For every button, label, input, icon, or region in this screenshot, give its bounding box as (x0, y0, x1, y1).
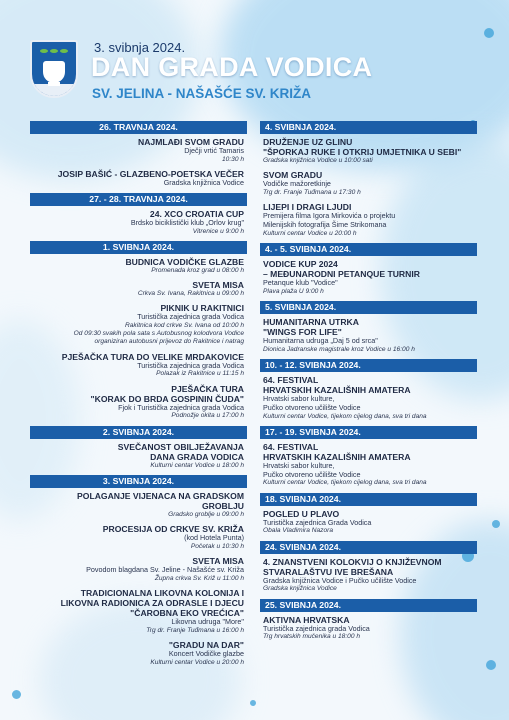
event-organizer: Hrvatski sabor kulture, (263, 394, 335, 403)
event-location-time: Vitrenice u 9:00 h (192, 227, 244, 235)
event-item (30, 166, 247, 190)
event-title: 64. FESTIVAL HRVATSKIH KAZALIŠNIH AMATERA (263, 441, 411, 462)
date-header-bar: 24. SVIBNJA 2024. (260, 541, 477, 554)
event-title: 64. FESTIVAL HRVATSKIH KAZALIŠNIH AMATERA (263, 375, 411, 395)
event-item (260, 314, 477, 356)
event-item (260, 554, 477, 596)
event-location-time: Trg dr. Franje Tuđmana u 17:30 h (263, 189, 361, 196)
event-location-time: Plava plaža U 9:00 h (263, 287, 324, 295)
event-location-time: Dionica Jadranske magistrale kroz Vodice u 16:00 h (263, 345, 415, 353)
event-title: AKTIVNA HRVATSKA (263, 614, 350, 625)
event-item (260, 439, 477, 490)
date-header-bar: 18. SVIBNJA 2024. (260, 493, 477, 506)
event-item (30, 521, 247, 553)
event-title: PIKNIK U RAKITNICI (160, 303, 244, 314)
event-organizer: Pučko otvoreno učilište Vodice (263, 402, 361, 412)
event-date: 3. svibnja 2024. (94, 40, 186, 55)
event-item (30, 553, 247, 585)
event-item (260, 256, 477, 298)
event-item (30, 277, 247, 300)
page-subtitle: SV. JELINA - NAŠAŠĆE SV. KRIŽA (92, 86, 312, 101)
date-header-bar: 10. - 12. SVIBNJA 2024. (260, 359, 477, 372)
page-header (0, 0, 509, 112)
event-location-time: Župna crkva Sv. Križ u 11:00 h (154, 574, 244, 582)
date-section (30, 121, 247, 190)
event-organizer: Gradska knjižnica Vodice (163, 178, 244, 187)
event-location-time: Početak u 10:30 h (190, 542, 244, 550)
event-location-time: Promenada kroz grad u 08:00 h (151, 266, 244, 274)
event-location-time: Trg hrvatskih mučenika u 18:00 h (263, 633, 360, 641)
event-location-time: Kulturni centar Vodice, tijekom cijelog dana, sva tri dana (263, 479, 427, 487)
event-location-time: Kulturni centar Vodice, tijekom cijelog dana, sva tri dana (263, 412, 427, 420)
event-organizer: Dječji vrtić Tamaris (184, 146, 244, 155)
event-location-time: Rakitnica kod crkve Sv. Ivana od 10:00 h (125, 322, 244, 329)
date-section (260, 359, 477, 423)
date-section (260, 301, 477, 356)
event-location-time: Gradska knjižnica Vodice (263, 585, 337, 593)
date-header-bar: 3. SVIBNJA 2024. (30, 475, 247, 488)
event-title: HUMANITARNA UTRKA "WINGS FOR LIFE" (263, 317, 359, 337)
event-item (30, 637, 247, 669)
event-title: VODICE KUP 2024 – MEĐUNARODNI PETANQUE TURNIR (263, 259, 420, 279)
event-title: PJEŠAČKA TURA DO VELIKE MRDAKOVICE (61, 351, 244, 362)
date-section (260, 426, 477, 490)
event-location-time: organiziran autobusni prijevoz do Rakitnice i natrag (94, 338, 244, 346)
date-section (260, 121, 477, 240)
left-schedule-column (30, 121, 247, 672)
event-organizer: Premijera filma Igora Mirkovića o projektu (263, 211, 396, 221)
event-item (30, 439, 247, 472)
date-section (30, 193, 247, 238)
event-location-time: Polazak iz Rakitnice u 11:15 h (156, 370, 244, 378)
event-location-time: Podnožje okita u 17:00 h (171, 412, 244, 420)
event-organizer: Turistička zajednica grada Vodica (137, 312, 244, 322)
date-header-bar: 4. SVIBNJA 2024. (260, 121, 477, 134)
event-title: TRADICIONALNA LIKOVNA KOLONIJA I LIKOVNA RADIONICA ZA ODRASLE I DJECU "ČAROBNA EKO VREĆICA" (60, 588, 244, 619)
event-item (260, 612, 477, 644)
date-section (260, 541, 477, 596)
event-item (260, 167, 477, 199)
event-organizer: Likovna udruga "More" (171, 617, 244, 627)
date-header-bar: 4. - 5. SVIBNJA 2024. (260, 243, 477, 256)
date-header-bar: 5. SVIBNJA 2024. (260, 301, 477, 314)
page-title: DAN GRADA VODICA (91, 52, 373, 82)
event-title: PROCESIJA OD CRKVE SV. KRIŽA (102, 524, 244, 535)
event-item (30, 254, 247, 277)
event-location-time: Kulturni centar Vodice u 18:00 h (150, 461, 244, 469)
event-location-time: Trg dr. Franje Tuđmana u 16:00 h (146, 626, 244, 634)
event-title: JOSIP BAŠIĆ - GLAZBENO-POETSKA VEČER (57, 169, 244, 179)
date-header-bar: 26. TRAVNJA 2024. (30, 121, 247, 134)
event-location-time: Gradska knjižnica Vodice u 10:00 sati (263, 157, 373, 164)
event-title: POGLED U PLAVO (263, 508, 340, 519)
date-header-bar: 27. - 28. TRAVNJA 2024. (30, 193, 247, 206)
event-title: BUDNICA VODIČKE GLAZBE (125, 256, 244, 267)
date-section (30, 426, 247, 472)
event-item (30, 585, 247, 637)
event-item (260, 506, 477, 538)
event-organizer: Petanque klub "Vodice" (263, 278, 338, 287)
event-location-time: 10:30 h (222, 155, 244, 163)
event-organizer: Turistička zajednica grada Vodica (137, 360, 244, 370)
event-organizer: Pučko otvoreno učilište Vodice (263, 469, 361, 479)
event-organizer: Povodom blagdana Sv. Jeline - Našašće sv. Križa (86, 565, 244, 575)
date-section (260, 493, 477, 538)
event-organizer: Vodičke mažoretkinje (263, 179, 331, 189)
event-item (30, 300, 247, 348)
event-title: "GRADU NA DAR" (168, 640, 244, 651)
date-header-bar: 2. SVIBNJA 2024. (30, 426, 247, 439)
event-item (260, 199, 477, 240)
event-item (30, 134, 247, 166)
event-title: POLAGANJE VIJENACA NA GRADSKOM GROBLJU (77, 490, 244, 511)
event-title: PJEŠAČKA TURA "KORAK DO BRDA GOSPININ ČUDA" (90, 383, 244, 404)
event-location-time: Crkva Sv. Ivana, Rakitnica u 09:00 h (137, 290, 244, 297)
event-item (30, 488, 247, 521)
event-item (260, 134, 477, 167)
date-header-bar: 25. SVIBNJA 2024. (260, 599, 477, 612)
event-item (30, 349, 247, 381)
event-organizer: Fjok i Turistička zajednica grada Vodica (118, 402, 244, 412)
event-organizer: Turistička zajednica Grada Vodica (263, 517, 372, 527)
event-location-time: Gradsko groblje u 09:00 h (168, 510, 244, 518)
date-section (30, 475, 247, 669)
event-organizer: Turistička zajednica grada Vodica (263, 623, 370, 633)
date-header-bar: 1. SVIBNJA 2024. (30, 241, 247, 254)
event-organizer: Milenijskih fotografija Šime Strikomana (263, 220, 387, 229)
date-section (30, 241, 247, 423)
event-organizer: Gradska knjižnica Vodice i Pučko učilište Vodice (263, 575, 417, 585)
event-item (30, 206, 247, 238)
date-section (260, 243, 477, 298)
vodice-coat-of-arms-icon (30, 40, 78, 98)
event-location-time: Kulturni centar Vodice u 20:00 h (263, 229, 357, 237)
event-title: NAJMLAĐI SVOM GRADU (138, 137, 244, 147)
event-location-time: Kulturni centar Vodice u 20:00 h (150, 658, 244, 666)
event-item (30, 381, 247, 423)
event-location-time: Od 09:30 svakih pola sata s Autobusnog kolodvora Vodice (73, 330, 244, 338)
event-organizer: (kod Hotela Punta) (184, 533, 244, 543)
event-title: SVEČANOST OBILJEŽAVANJA DANA GRADA VODICA (117, 441, 244, 462)
event-title: SVOM GRADU (263, 170, 323, 181)
event-organizer: Brdsko biciklistički klub „Orlov krug" (130, 217, 244, 227)
event-title: SVETA MISA (192, 280, 244, 290)
right-schedule-column (260, 121, 477, 647)
event-title: 24. XCO CROATIA CUP (149, 208, 244, 219)
event-title: 4. ZNANSTVENI KOLOKVIJ O KNJIŽEVNOM STVARALAŠTVU IVE BREŠANA (263, 556, 442, 577)
event-item (260, 372, 477, 423)
event-organizer: Koncert Vodičke glazbe (168, 649, 244, 659)
event-organizer: Humanitarna udruga „Daj 5 od srca" (263, 336, 378, 345)
date-header-bar: 17. - 19. SVIBNJA 2024. (260, 426, 477, 439)
event-location-time: Obala Vladimira Nazora (263, 527, 333, 535)
event-title: LIJEPI I DRAGI LJUDI (263, 202, 352, 213)
event-organizer: Hrvatski sabor kulture, (263, 460, 335, 470)
date-section (260, 599, 477, 644)
event-title: SVETA MISA (192, 556, 244, 567)
event-title: DRUŽENJE UZ GLINU "ŠPORKAJ RUKE I OTKRIJ UMJETNIKA U SEBI" (263, 137, 462, 157)
